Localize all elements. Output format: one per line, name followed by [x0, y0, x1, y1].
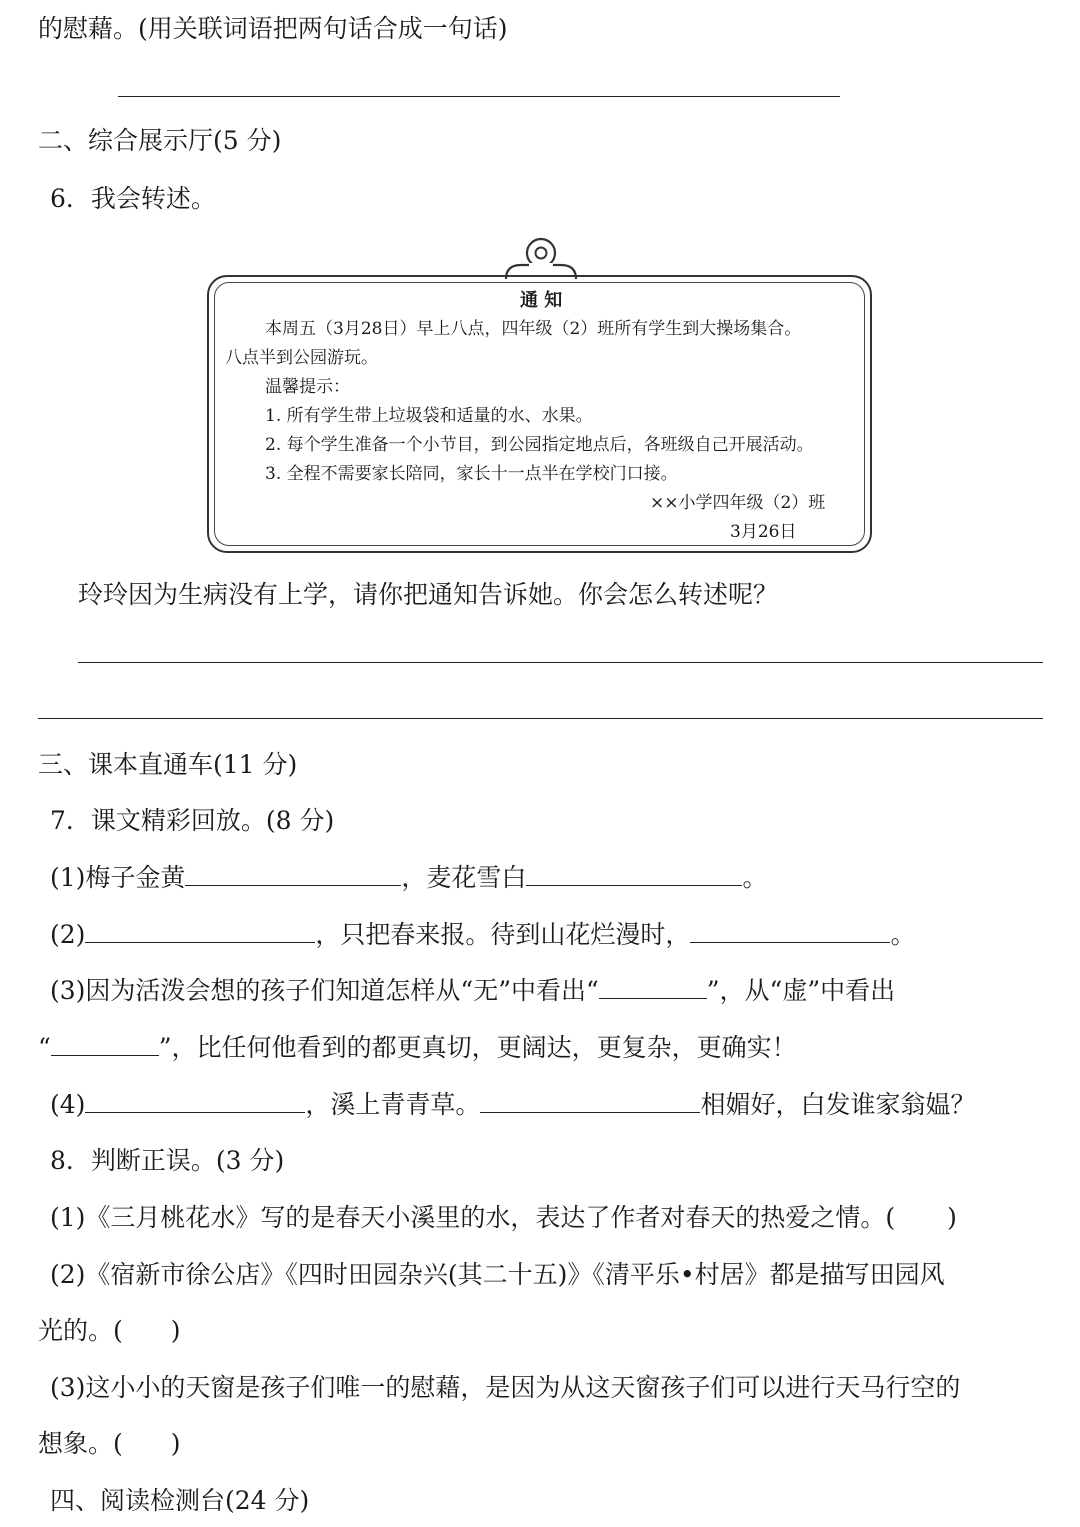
q8-item3-line1: (3)这小小的天窗是孩子们唯一的慰藉，是因为从这天窗孩子们可以进行天马行空的 [50, 1373, 961, 1402]
notice-tip1: 1. 所有学生带上垃圾袋和适量的水、水果。 [265, 406, 593, 426]
q8-item2-line2 [38, 1316, 181, 1346]
q7-item1 [50, 863, 767, 893]
q8-item1 [50, 1203, 957, 1233]
q5-continuation-text: 的慰藉。(用关联词语把两句话合成一句话) [38, 14, 508, 43]
q8-item1-paren-close: ) [947, 1203, 957, 1232]
section3-heading: 三、课本直通车(11 分) [38, 750, 298, 779]
q6-prompt: 玲玲因为生病没有上学，请你把通知告诉她。你会怎么转述呢？ [78, 580, 779, 609]
q7-item2-text-b: ，只把春来报。待到山花烂漫时， [315, 920, 691, 949]
q7-item4-text-b: ，溪上青青草。 [305, 1090, 481, 1119]
q7-item3-text-d: ”，比任何他看到的都更真切，更阔达，更复杂，更确实！ [158, 1033, 797, 1062]
q8-item2-line1: (2)《宿新市徐公店》《四时田园杂兴(其二十五)》《清平乐•村居》都是描写田园风 [50, 1260, 945, 1289]
q7-item4-blank-2[interactable] [480, 1090, 700, 1113]
q8-item1-text: (1)《三月桃花水》写的是春天小溪里的水，表达了作者对春天的热爱之情。( [50, 1203, 896, 1232]
q7-item2-blank-2[interactable] [690, 920, 890, 943]
q7-item2-text-c: 。 [890, 920, 916, 949]
q7-item3-text-b: ”，从“虚”中看出 [706, 976, 896, 1005]
q7-item3-line1 [50, 976, 895, 1006]
q7-title: 7．课文精彩回放。(8 分) [50, 806, 335, 835]
q7-item1-blank-1[interactable] [185, 863, 401, 886]
q7-item4-text-c: 相媚好，白发谁家翁媪？ [700, 1090, 976, 1119]
q8-item2-paren-close: ) [170, 1316, 181, 1345]
q7-item4-text-a: (4) [50, 1090, 86, 1119]
section4-heading: 四、阅读检测台(24 分) [50, 1486, 310, 1515]
q7-item3-text-a: (3)因为活泼会想的孩子们知道怎样从“无”中看出“ [50, 976, 599, 1005]
q6-title: 6．我会转述。 [50, 184, 216, 213]
q7-item2-blank-1[interactable] [85, 920, 315, 943]
notice-date: 3月26日 [730, 522, 797, 542]
q7-item1-text-c: 。 [742, 863, 768, 892]
notice-line1: 本周五（3月28日）早上八点，四年级（2）班所有学生到大操场集合。 [265, 319, 802, 339]
q7-item3-blank-2[interactable] [51, 1033, 159, 1056]
q8-item3-line2 [38, 1429, 181, 1459]
q7-item1-text-b: ，麦花雪白 [401, 863, 527, 892]
q8-item2-text-b: 光的。( [38, 1316, 123, 1345]
q7-item2 [50, 920, 915, 950]
q7-item3-line2 [38, 1033, 797, 1063]
q6-answer-line-1[interactable] [78, 662, 1043, 663]
notice-title: 通 知 [520, 290, 563, 311]
q5-answer-line[interactable] [118, 96, 840, 97]
q7-item2-text-a: (2) [50, 920, 86, 949]
q8-item3-text-b: 想象。( [38, 1429, 123, 1458]
q7-item4 [50, 1090, 975, 1120]
notice-tips-label: 温馨提示： [265, 377, 350, 397]
q7-item1-text-a: (1)梅子金黄 [50, 863, 186, 892]
q8-title: 8．判断正误。(3 分) [50, 1146, 285, 1175]
q6-answer-line-2[interactable] [38, 718, 1043, 719]
q7-item3-text-c: “ [38, 1033, 51, 1062]
q7-item4-blank-1[interactable] [85, 1090, 305, 1113]
q7-item3-blank-1[interactable] [599, 976, 707, 999]
q8-item3-paren-close: ) [170, 1429, 181, 1458]
notice-tip2: 2. 每个学生准备一个小节目，到公园指定地点后，各班级自己开展活动。 [265, 435, 814, 455]
q7-item1-blank-2[interactable] [526, 863, 742, 886]
notice-signature: ××小学四年级（2）班 [650, 493, 826, 513]
notice-line2: 八点半到公园游玩。 [225, 348, 378, 368]
section2-heading: 二、综合展示厅(5 分) [38, 126, 282, 155]
notice-tip3: 3. 全程不需要家长陪同，家长十一点半在学校门口接。 [265, 464, 678, 484]
